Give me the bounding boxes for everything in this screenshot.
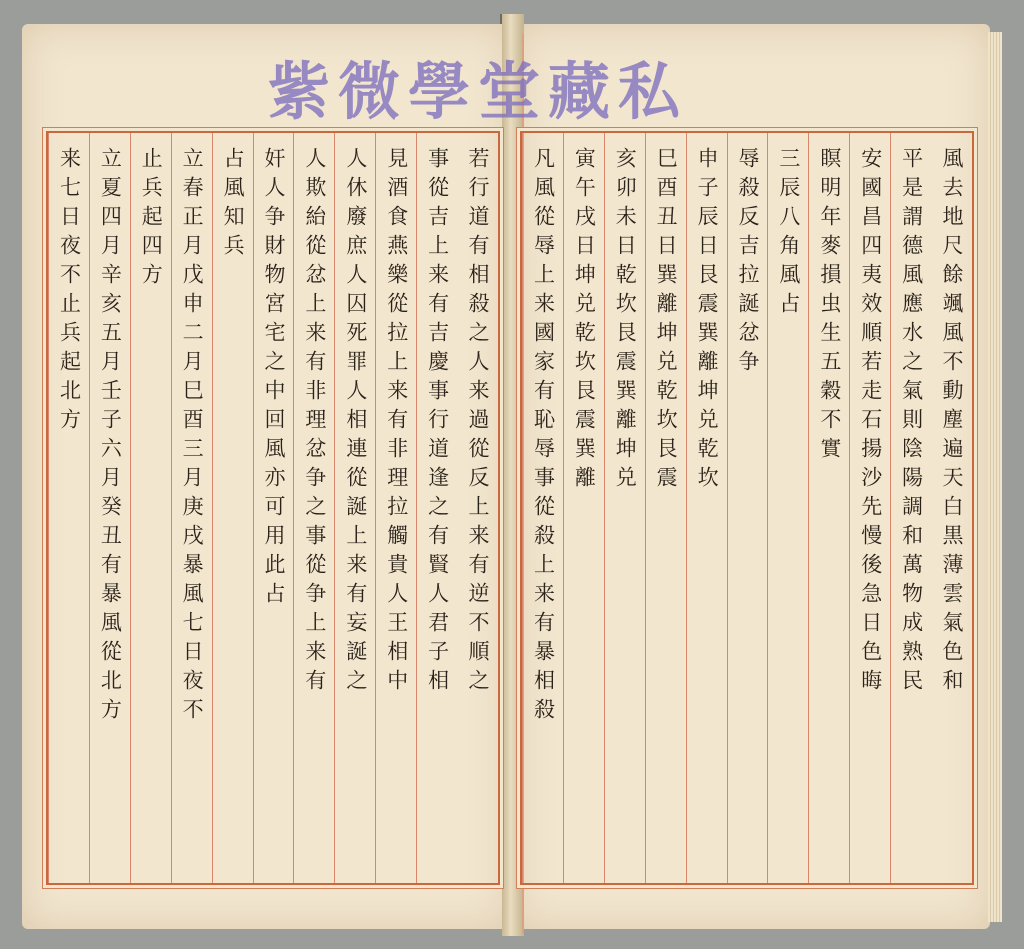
right-page-column bbox=[849, 133, 890, 883]
column-text: 寅午戌日坤兑乾坎艮震巽離 bbox=[572, 147, 597, 495]
column-text: 立夏四月辛亥五月壬子六月癸丑有暴風從北方 bbox=[98, 147, 123, 727]
left-page-column bbox=[416, 133, 457, 883]
column-text: 風去地尺餘颯風不動塵遍天白黒薄雲氣色和 bbox=[940, 147, 965, 698]
open-book bbox=[22, 14, 1002, 936]
column-text: 平是謂德風應水之氣則陰陽調和萬物成熟民 bbox=[899, 147, 924, 698]
column-text: 止兵起四方 bbox=[139, 147, 164, 292]
page-edges bbox=[988, 32, 1002, 922]
column-text: 事從吉上来有吉慶事行道逢之有賢人君子相 bbox=[425, 147, 450, 698]
column-text: 凡風從辱上来國家有恥辱事從殺上来有暴相殺 bbox=[531, 147, 556, 727]
column-text: 亥卯未日乾坎艮震巽離坤兑 bbox=[613, 147, 638, 495]
left-page-column bbox=[130, 133, 171, 883]
left-page-column bbox=[212, 133, 253, 883]
column-text: 来七日夜不止兵起北方 bbox=[57, 147, 82, 437]
right-page-column bbox=[563, 133, 604, 883]
right-page-column bbox=[767, 133, 808, 883]
right-page-column bbox=[522, 133, 563, 883]
right-page-column bbox=[686, 133, 727, 883]
column-text: 人欺紿從忿上来有非理忿争之事從争上来有 bbox=[302, 147, 327, 698]
right-text-grid bbox=[520, 131, 974, 885]
column-text: 巳酉丑日巽離坤兑乾坎艮震 bbox=[654, 147, 679, 495]
column-text: 申子辰日艮震巽離坤兑乾坎 bbox=[695, 147, 720, 495]
column-text: 人休廢庶人囚死罪人相連從誕上来有妄誕之 bbox=[343, 147, 368, 698]
left-page-column bbox=[89, 133, 130, 883]
right-page-column bbox=[604, 133, 645, 883]
right-page-column bbox=[931, 133, 972, 883]
column-text: 奸人争財物宮宅之中回風亦可用此占 bbox=[261, 147, 286, 611]
column-text: 若行道有相殺之人来過從反上来有逆不順之 bbox=[466, 147, 491, 698]
column-text: 三辰八角風占 bbox=[776, 147, 801, 321]
right-page-column bbox=[727, 133, 768, 883]
left-page-column bbox=[375, 133, 416, 883]
left-page-column bbox=[293, 133, 334, 883]
column-text: 占風知兵 bbox=[221, 147, 246, 263]
left-page-column bbox=[171, 133, 212, 883]
left-text-grid bbox=[46, 131, 500, 885]
column-text: 瞑明年麥損虫生五穀不實 bbox=[817, 147, 842, 466]
column-text: 見酒食燕樂從拉上来有非理拉觸貴人王相中 bbox=[384, 147, 409, 698]
column-text: 安國昌四夷效順若走石揚沙先慢後急日色晦 bbox=[858, 147, 883, 698]
right-page-column bbox=[645, 133, 686, 883]
right-page-column bbox=[890, 133, 931, 883]
collector-seal: 紫微學堂藏私 bbox=[268, 55, 689, 128]
left-page-column bbox=[334, 133, 375, 883]
left-page-column bbox=[253, 133, 294, 883]
left-page-column bbox=[457, 133, 498, 883]
column-text: 辱殺反吉拉誕忿争 bbox=[735, 147, 760, 379]
right-page-column bbox=[808, 133, 849, 883]
column-text: 立春正月戊申二月巳酉三月庚戌暴風七日夜不 bbox=[180, 147, 205, 727]
left-page-column bbox=[48, 133, 89, 883]
